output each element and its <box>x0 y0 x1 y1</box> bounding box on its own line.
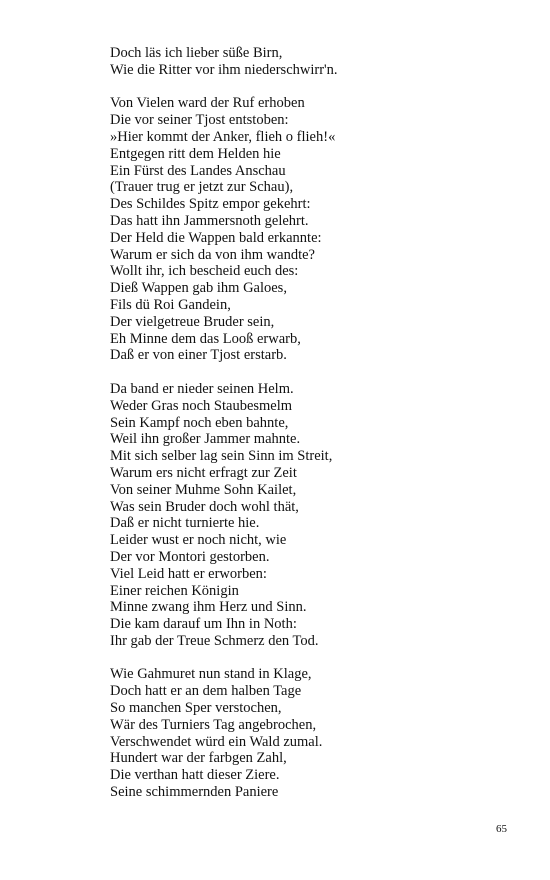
verse-line: Ein Fürst des Landes Anschau <box>110 162 286 179</box>
verse-line: Einer reichen Königin <box>110 582 239 599</box>
verse-line: (Trauer trug er jetzt zur Schau), <box>110 179 294 196</box>
verse-line: Sein Kampf noch eben bahnte, <box>110 414 289 431</box>
verse-line: Da band er nieder seinen Helm. <box>110 380 294 397</box>
verse-line: So manchen Sper verstochen, <box>110 700 282 717</box>
verse-line: Verschwendet würd ein Wald zumal. <box>110 733 323 750</box>
verse-line: Hundert war der farbgen Zahl, <box>110 750 287 767</box>
verse-line: Weder Gras noch Staubesmelm <box>110 397 293 414</box>
verse-line: Warum ers nicht erfragt zur Zeit <box>110 464 297 481</box>
verse-line: Warum er sich da von ihm wandte? <box>110 246 315 263</box>
verse-line: Entgegen ritt dem Helden hie <box>110 145 281 162</box>
verse-line: Ihr gab der Treue Schmerz den Tod. <box>110 632 319 649</box>
verse-line: Viel Leid hatt er erworben: <box>110 565 267 582</box>
verse-line: Die vor seiner Tjost entstoben: <box>110 112 289 129</box>
verse-line: Daß er nicht turnierte hie. <box>110 515 260 532</box>
verse-line: Das hatt ihn Jammersnoth gelehrt. <box>110 212 309 229</box>
stanza-3 <box>110 381 510 650</box>
verse-line: Der vielgetreue Bruder sein, <box>110 313 275 330</box>
page-number: 65 <box>496 823 507 835</box>
verse-line: Doch hatt er an dem halben Tage <box>110 683 302 700</box>
verse-line: Seine schimmernden Paniere <box>110 784 279 801</box>
stanza-1 <box>110 45 510 79</box>
verse-line: Fils dü Roi Gandein, <box>110 296 231 313</box>
verse-line: Wollt ihr, ich bescheid euch des: <box>110 263 299 280</box>
verse-line: Dieß Wappen gab ihm Galoes, <box>110 280 287 297</box>
poem-text <box>110 45 510 818</box>
verse-line: Wie Gahmuret nun stand in Klage, <box>110 666 312 683</box>
verse-line: Die verthan hatt dieser Ziere. <box>110 767 280 784</box>
verse-line: Die kam darauf um Ihn in Noth: <box>110 616 297 633</box>
verse-line: Leider wust er noch nicht, wie <box>110 532 287 549</box>
verse-line: Minne zwang ihm Herz und Sinn. <box>110 599 307 616</box>
verse-line: Eh Minne dem das Looß erwarb, <box>110 330 301 347</box>
verse-line: Mit sich selber lag sein Sinn im Streit, <box>110 448 333 465</box>
verse-line: »Hier kommt der Anker, flieh o flieh!« <box>110 128 336 145</box>
verse-line: Daß er von einer Tjost erstarb. <box>110 347 287 364</box>
verse-line: Von Vielen ward der Ruf erhoben <box>110 95 305 112</box>
stanza-2 <box>110 95 510 364</box>
verse-line: Wie die Ritter vor ihm niederschwirr'n. <box>110 61 338 78</box>
stanza-4 <box>110 666 510 800</box>
verse-line: Was sein Bruder doch wohl thät, <box>110 498 299 515</box>
verse-line: Der Held die Wappen bald erkannte: <box>110 229 322 246</box>
verse-line: Des Schildes Spitz empor gekehrt: <box>110 196 311 213</box>
verse-line: Wär des Turniers Tag angebrochen, <box>110 716 317 733</box>
verse-line: Der vor Montori gestorben. <box>110 548 270 565</box>
verse-line: Doch läs ich lieber süße Birn, <box>110 45 283 61</box>
verse-line: Weil ihn großer Jammer mahnte. <box>110 431 301 448</box>
verse-line: Von seiner Muhme Sohn Kailet, <box>110 481 297 498</box>
